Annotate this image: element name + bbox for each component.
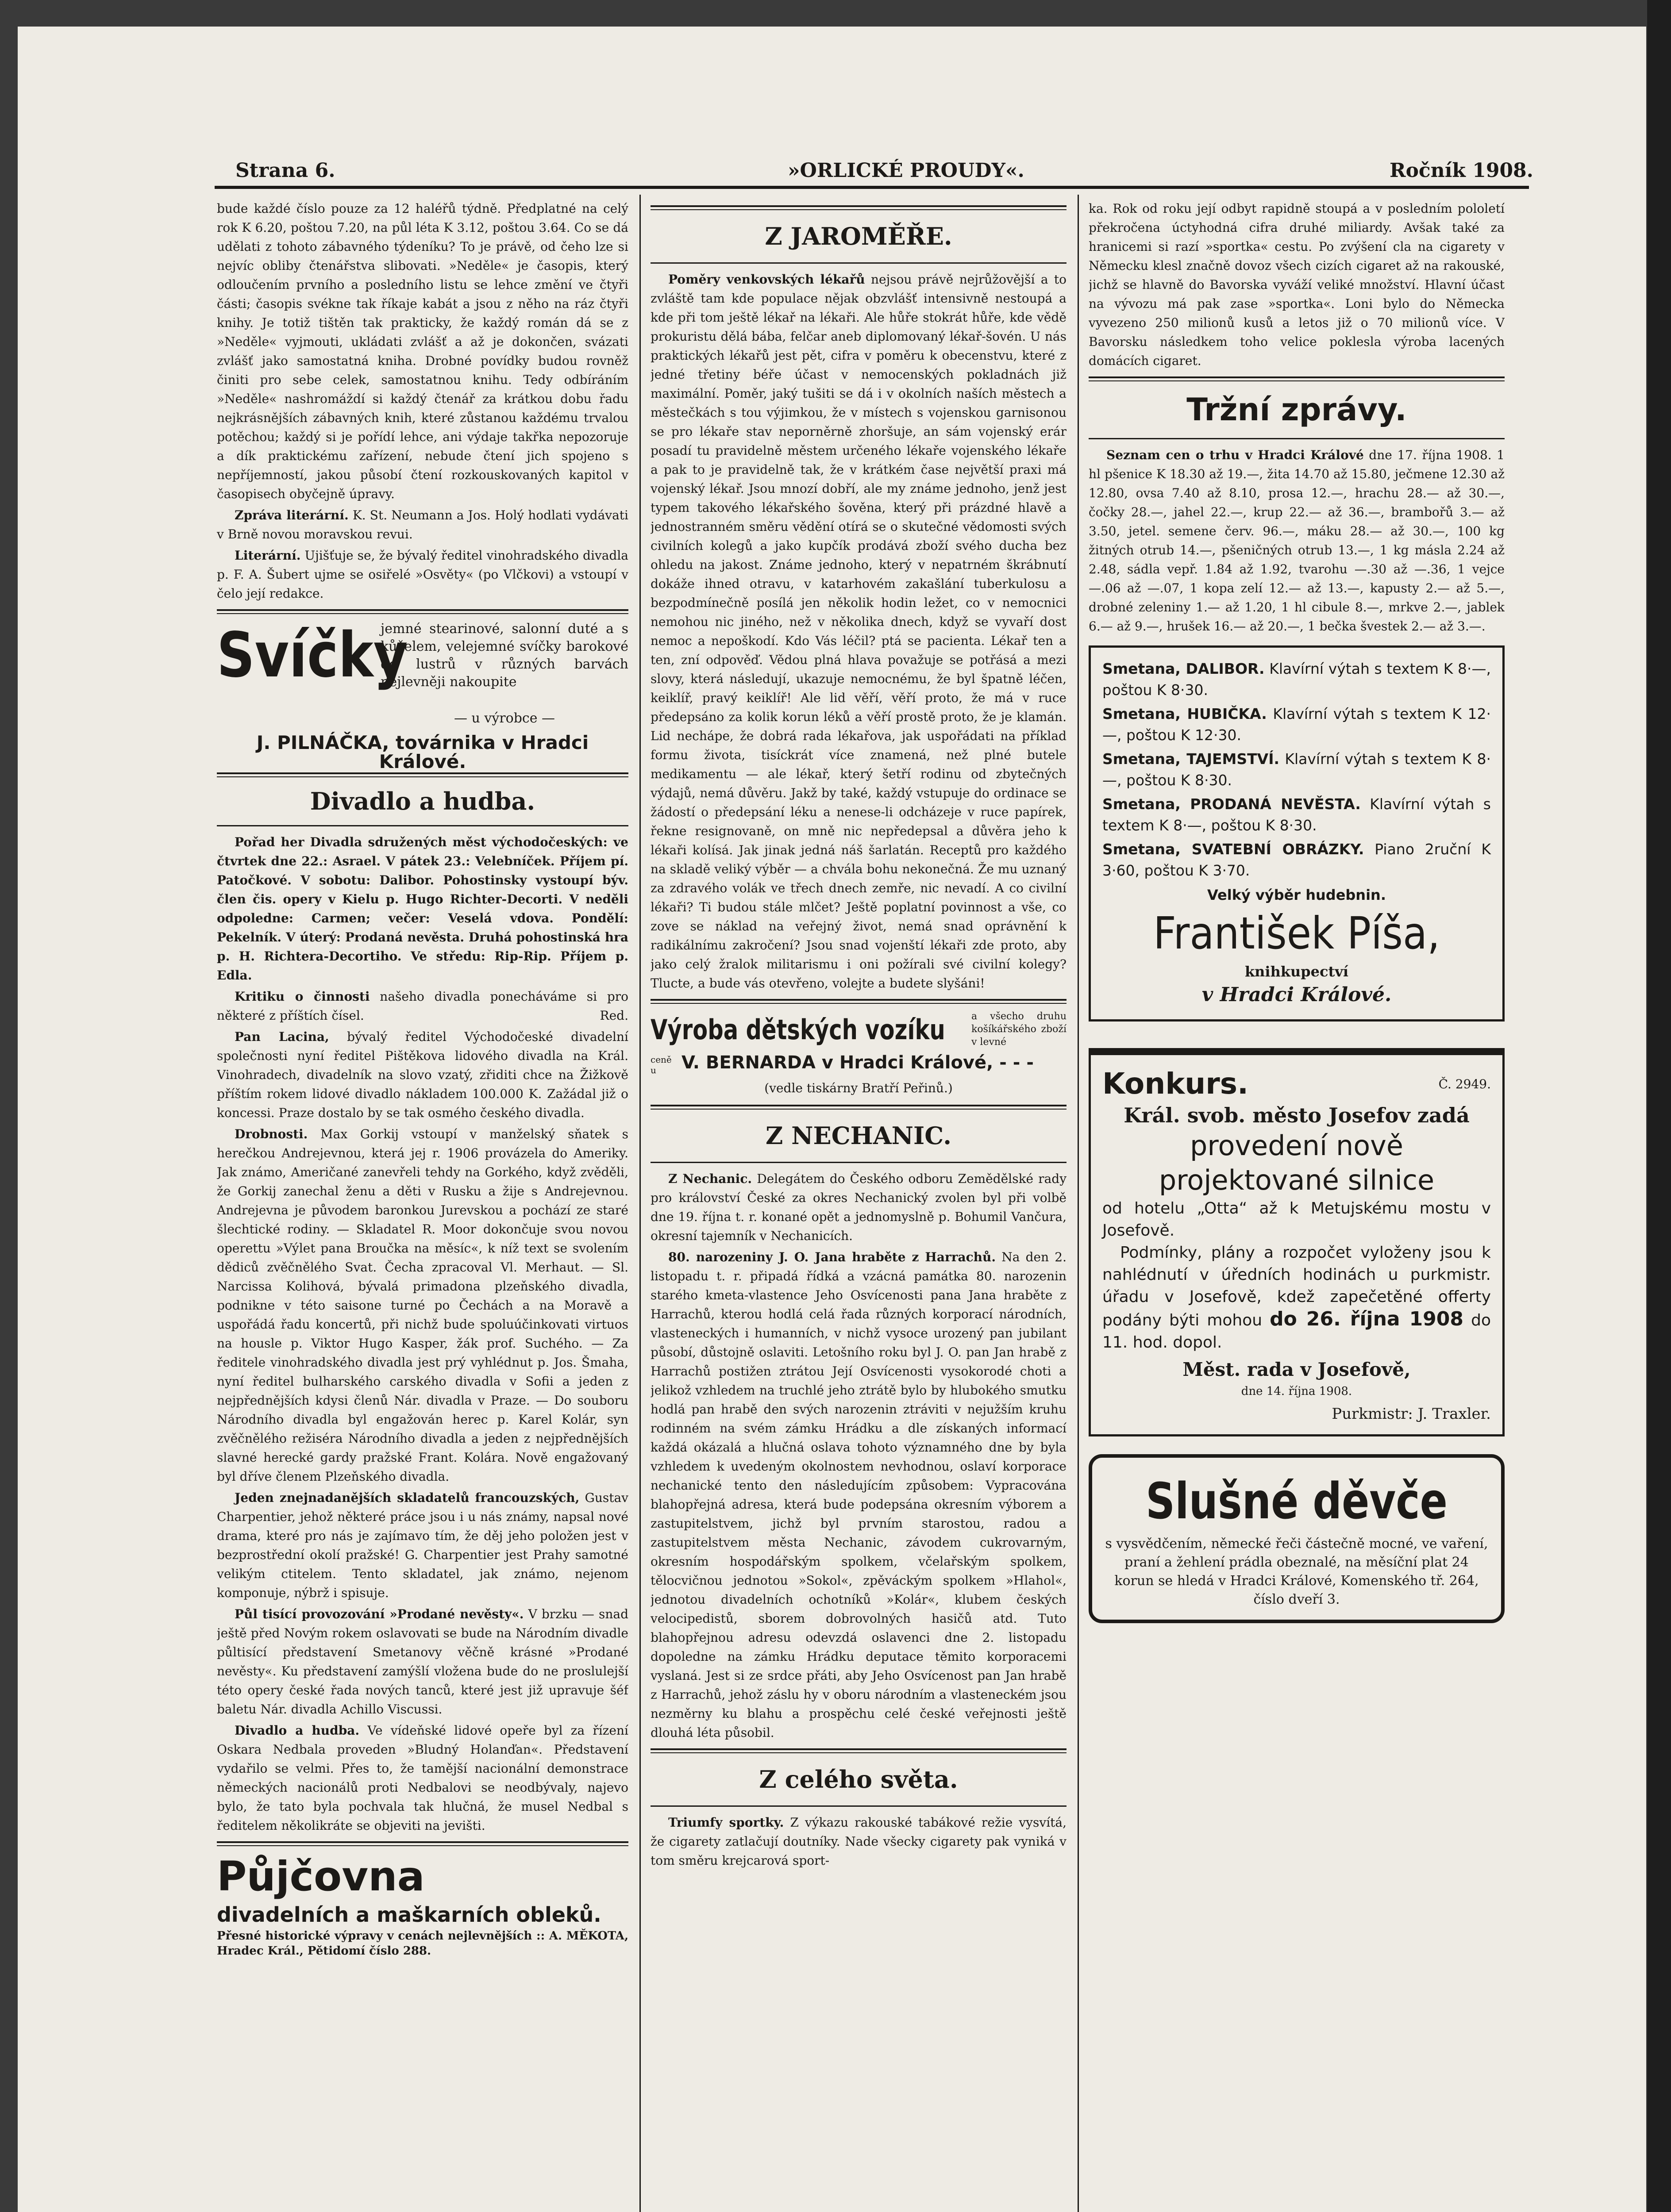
article-triumfy: Triumfy sportky. Z výkazu rakouské tabákové režie vysvítá, že cigarety zatlačují doutníky. Nade všecky cigarety pak vyniká v tom směru krejcarová sport- — [651, 1815, 1067, 1868]
divider — [217, 609, 628, 614]
article-trzni: Seznam cen o trhu v Hradci Králové dne 17. října 1908. 1 hl pšenice K 18.30 až 19.—, žita 14.70 až 15.80, ječmene 12.30 až 12.80, ovsa 7.40 až 8.10, prosa 12.—, hrachu 28.— až 30.—, čočky 28.—, jahel 22.—, krup 22.— až 36.—, brambořů 3.— až 3.50, jetel. semene červ. 96.—, máku 28.— až 30.—, 100 kg žitných otrub 14.—, pšeničných otrub 13.—, 1 kg másla 2.24 až 2.48, sádla vepř. 1.84 až 1.92, tvarohu —.30 až —.36, 1 vejce —.06 až —.07, 1 kopa zelí 12.— až 13.—, kapusty 2.— až 5.—, drobné zeleniny 1.— až 1.20, 1 hl cibule 8.—, mrkve 2.—, jablek 6.— až 9.—, hrušek 16.— až 20.—, 1 bečka švestek 2.— až 3.—. — [1089, 448, 1505, 634]
ad-pisa-role: knihkupectví — [1244, 963, 1349, 980]
ad-konkurs — [1089, 1048, 1505, 1436]
article-pomery: Poměry venkovských lékařů nejsou právě nejrůžovější a to zvláště tam kde populace nějak obzvlášť intensivně nestoupá a kde při tom ještě lékař na lékaři. Ale hůře stokrát hůře, kde vědě prokuristu dělá bába, felčar aneb diplomovaný lékař-šovén. U nás praktických lékařů jest pět, cifra v poměru k obecenstvu, které z jedné třetiny béře účast v nemocenských pokladnách již maximální. Poměr, jaký tušiti se dá i v okolních naších městech a městečkách s tou výjimkou, že v místech s vojenskou garnisonou se pro lékaře stav neporněrně zhoršuje, an sám vojenský erár posadí tu pravidelně městem určeného lékaře vojenského lékaře a pak to je pravidelně tak, že v krátkém čase největší praxi má vojenský lékař. Jsou mnozí dobří, ale my známe jednoho, jenž jest typem takového lékařského šověna, který při prázdné hlavě a jednostranném směru vědění otírá se o skutečné vědomosti svých civilních kolegů a jako kupčík prodává zboží svého ducha bez ohledu na jakost. Známe jednoho, který v nepatrném škrábnutí dokáže ihned otravu, v katarhovém zakašlání tuberkulosu a bezpodmínečně posílá jen několik hodin ležet, co v nemocnici nemohou nic jiného, než v několika dnech, když se vyvaří dost nemoc a nepoškodí. Kdo Vás léčil? ptá se pacienta. Lékař ten a ten, zní odpověď. Vědou plná hlava považuje se potřásá a mezi slovy, která následují, ukazuje nemocnému, že byl špatně léčen, keiklíř, pravý keiklíř! Ale lid věří, věří proto, že má v ruce předepsáno za kolik korun léků a věří prostě proto, že je klamán. Lid nechápe, že dobrá rada lékařova, jak uspořádati na příklad formu života, tisíckrát více znamená, než plné butele medikamentu — ale lékař, který šetří rodinu od zbytečných výdajů, nemá důvěru. Jakž by také, každý vstupuje do ordinace se žádostí o předepsání léku a nenese-li odcházeje v ruce papírek, řekne resignovaně, on mně nic nepředepsal a důvěra jeho k lékaři kolísá. Jak jinak jedná náš šarlatán. Receptů pro každého na skladě veliký výběr — a chvála bohu nekonečná. Že mu uznaný za zdravého volák ve třech dnech zemře, nic nevadí. A co civilní lékaři? Ti budou stále mlčet? Ještě poplatní povinnost a vše, co zove se náklad na veřejný život, nemá snad oprávnění k radikálnímu zakročení? Jsou snad vojenští lékaři zde proto, aby jako celý žralok militarismu i oni požírali své civilní kolegy? Tlucte, a bude vás otevřeno, volejte a budete slyšáni! — [651, 272, 1067, 991]
header-rule — [215, 186, 1529, 189]
article-kritiku: Kritiku o činnosti našeho divadla ponecháváme si pro některé z příštích čísel. Red. — [217, 989, 628, 1023]
divider — [651, 1805, 1067, 1807]
newspaper-title: »ORLICKÉ PROUDY«. — [788, 159, 1024, 182]
newspaper-page — [18, 27, 1646, 2212]
divider — [1089, 438, 1505, 439]
smetana-item: Smetana, SVATEBNÍ OBRÁZKY. Piano 2ruční K 3·60, poštou K 3·70. — [1102, 841, 1491, 879]
column-rule — [639, 195, 641, 2212]
article-nedbal: Divadlo a hudba. Ve vídeňské lidové opeře byl za řízení Oskara Nedbala proveden »Bludný Holanďan«. Představení vydařilo se velmi. Přes to, že tamější nacionální demonstrace německých nacionálů proti Nedbalovi se neodbývaly, najevo bylo, že tato byla pochvala tak hlučná, že musel Nedbal s ředitelem několikráte se objeviti na jevišti. — [217, 1723, 628, 1833]
ad-pujcovna-addr: Hradec Král., Pětidomí číslo 288. — [217, 1944, 431, 1958]
ad-vozik-sub: (vedle tiskárny Bratří Peřinů.) — [764, 1081, 953, 1095]
ad-pujcovna — [217, 1852, 628, 1959]
smetana-list — [1102, 658, 1491, 881]
divider — [217, 772, 628, 777]
ad-pujcovna-line2: divadelních a maškarních obleků. — [217, 1903, 601, 1927]
ad-svicky-text: jemné stearinové, salonní duté a s kůželem, velejemné svíčky barokové do lustrů v různých barvách nejlevněji nakoupite — [381, 621, 628, 690]
ad-konkurs-text3: do 11. hod. dopol. — [1102, 1311, 1491, 1352]
ad-konkurs-purk: Purkmistr: J. Traxler. — [1332, 1405, 1491, 1423]
ad-devce-text: s vysvědčením, německé řeči částečně mocné, ve vaření, praní a žehlení prádla obeznalé, na měsíční plat 24 korun se hledá v Hradci Králové, Komenského tř. 264, číslo dveří 3. — [1105, 1536, 1488, 1607]
ad-konkurs-num: Č. 2949. — [1438, 1077, 1491, 1091]
ad-vozik-maker: V. BERNARDA v Hradci Králové, - - - — [681, 1052, 1034, 1073]
ad-devce-title: Slušné děvče — [1146, 1473, 1448, 1530]
divider — [651, 999, 1067, 1004]
column-3 — [1089, 199, 1505, 2212]
ad-konkurs-datum: dne 14. října 1908. — [1241, 1385, 1352, 1398]
ad-pujcovna-small: Přesné historické výpravy v cenách nejlevnějších :: A. MĚKOTA, — [217, 1929, 628, 1943]
ad-pisa-name: František Píša, — [1153, 907, 1440, 959]
page-edge — [1647, 0, 1671, 2212]
ad-konkurs-text2: Podmínky, plány a rozpočet vyloženy jsou k nahlédnutí v úředních hodinách u purkmistr. úřadu v Josefově, kdež zapečetěné offerty podány býti mohou — [1102, 1244, 1491, 1329]
ad-pisa-choice: Velký výběr hudebnin. — [1207, 887, 1386, 903]
section-title-nechanic: Z NECHANIC. — [765, 1121, 952, 1150]
article-prodana: Půl tisící provozování »Prodané nevěsty«. V brzku — snad ještě před Novým rokem oslavovati se bude na Národním divadle půltisící představení Smetanovy věčně krásné »Prodané nevěsty«. Ku představení zamýšlí vložena bude do ne proslulejší této opery české řada nových tanců, které jest již upravuje šéf baletu Nár. divadla Achillo Viscussi. — [217, 1607, 628, 1717]
ad-konkurs-date: do 26. října 1908 — [1270, 1308, 1464, 1330]
section-title-sveta: Z celého světa. — [759, 1765, 958, 1793]
divider — [1089, 376, 1505, 381]
volume-year: Ročník 1908. — [1390, 159, 1533, 182]
divider — [651, 1105, 1067, 1110]
article-charpentier: Jeden znejnadanějších skladatelů francouzských, Gustav Charpentier, jehož některé práce jsou i u nás známy, napsal nové drama, které pro nás je zajímavo tím, že děj jeho položen jest v bezprostřední okolí pražské! G. Charpentier jest Prahy samotné velikým ctitelem. Tento skladatel, jak známo, nejenom komponuje, nýbrž i spisuje. — [217, 1490, 628, 1600]
divider — [651, 1748, 1067, 1753]
article-harrach: 80. narozeniny J. O. Jana hraběte z Harrachů. Na den 2. listopadu t. r. připadá řídká a vzácná památka 80. narozenin starého kmeta-vlastence Jeho Osvícenosti pana Jana hraběte z Harrachů, kterou hodlá celá řada různých korporací národních, vlasteneckých i humanních, v nichž vysoce urozený pan jubilant působí, důstojně oslaviti. Letošního roku byl J. O. pan Jan hrabě z Harrachů postižen ztrátou Její Osvícenosti vysokorodé choti a jelikož vzhledem na truchlé jeho ztrátě bylo by hlubokého smutku hodlá pan hrabě den svých narozenin ztráviti v nejužším kruhu rodinném na svém zámku Hrádku a dle získaných informací každá okázalá a hlučná oslava tohoto významného dne by byla vzhledem k uvedeným okolnostem nevhodnou, oslaví korporace nechanické tento den následujícím způsobem: Vypracována blahopřejná adresa, která bude podepsána okresním výborem a zastupitelstvem, jichž byl prvním starostou, radou a zastupitelstvem města Nechanic, závodem cukrovarným, okresním hospodářským spolkem, včelařským spolkem, tělocvičnou jednotou »Sokol«, zpěváckým spolkem »Hlahol«, jednotou divadelních ochotníků »Kolár«, klubem českých velocipedistů, sborem dobrovolných hasičů atd. Tuto blahopřejnou adresu odevzdá oslavenci dne 2. listopadu dopoledne na zámku Hrádku deputace těmito korporacemi vyslaná. Jest si ze srdce přáti, aby Jeho Osvícenost pan Jan hrabě z Harrachů, jehož záslu hy v oboru národním a vlasteneckém jsou nezměrny ku blahu a prospěchu celé české veřejnosti ještě dlouhá léta působil. — [651, 1250, 1067, 1740]
article-text: bude každé číslo pouze za 12 haléřů týdně. Předplatné na celý rok K 6.20, poštou 7.20, na půl léta K 3.12, poštou 3.64. Co se dá udělati z tohoto zábavného týdeníku? To je právě, od čeho lze si nejvíc obliby čtenářstva slibovati. »Neděle« je časopis, který odloučením prvního a posledního listu se lehce změní ve čtyři části; časopis svékne tak říkaje kabát a jsou z něho na ráz čtyři knihy. Je totiž tištěn tak prakticky, že každý román dá se z »Neděle« vyjmouti, ukládati zvlášť a až je dokončen, svázati zvlášť jako samostatná kniha. Drobné povídky budou rovněž činiti pro sebe celek, samostatnou knihu. Tedy odbíráním »Neděle« nashromáždí si každý čtenář za krátkou dobu řadu nejkrásnějších zábavných knih, které zůstanou každému trvalou potěchou; každý si je pořídí lehce, ani výdaje takřka nepozoruje a dík praktickému zařízení, nebude čtení jich spojeno s nepříjemností, jakou působí čtení rozkouskovaných kapitol v časopisech obyčejně úpravy. — [217, 201, 628, 501]
ad-konkurs-big: provedení nově projektované silnice — [1159, 1129, 1435, 1196]
smetana-item: Smetana, DALIBOR. Klavírní výtah s textem K 8·—, poštou K 8·30. — [1102, 660, 1491, 699]
column-rule — [1078, 195, 1079, 2212]
section-title-jaromer: Z JAROMĚŘE. — [765, 222, 952, 250]
article-literarni: Literární. Ujišťuje se, že bývalý ředitel vinohradského divadla p. F. A. Šubert ujme se osiřelé »Osvěty« (po Vlčkovi) a vstoupí v čelo její redakce. — [217, 548, 628, 601]
ad-konkurs-text1: od hotelu „Otta“ až k Metujskému mostu v Josefově. — [1102, 1199, 1491, 1240]
smetana-item: Smetana, PRODANÁ NEVĚSTA. Klavírní výtah s textem K 8·—, poštou K 8·30. — [1102, 795, 1491, 834]
ad-vozik-cene: ceně u — [651, 1054, 672, 1075]
smetana-item: Smetana, TAJEMSTVÍ. Klavírní výtah s textem K 8·—, poštou K 8·30. — [1102, 750, 1491, 789]
ad-konkurs-rada: Měst. rada v Josefově, — [1182, 1359, 1411, 1380]
article-lacina: Pan Lacina, bývalý ředitel Východočeské divadelní společnosti nyní ředitel Pištěkova lidového divadla na Král. Vinohradech, divadelník na slovo vzatý, zřiditi chce na Žižkově příštím rokem lidové divadlo nákladem 100.000 K. Zažádal již o koncessi. Praze dostalo by se tak osmého českého divadla. — [217, 1029, 628, 1120]
divider — [651, 1162, 1067, 1163]
ad-voziky — [651, 1010, 1067, 1098]
ad-svicky — [217, 619, 628, 772]
ad-svicky-sub: — u výrobce — — [454, 710, 555, 726]
ad-vozik-side: a všecho druhu košíkářského zboží v levné — [971, 1011, 1067, 1048]
ad-pujcovna-big: Půjčovna — [217, 1853, 425, 1900]
ad-vozik-title: Výroba dětských vozíku — [651, 1014, 945, 1046]
article-nechanic: Z Nechanic. Delegátem do Českého odboru Zemědělské rady pro království České za okres Nechanický zvolen byl při volbě dne 19. října t. r. konané opět a jednomyslně p. Bohumil Vančura, okresní tajemník v Nechanicích. — [651, 1171, 1067, 1243]
page-number: Strana 6. — [235, 159, 335, 182]
ad-konkurs-title: Konkurs. — [1102, 1067, 1249, 1101]
divider — [217, 825, 628, 826]
ad-svicky-big: Svíčky — [217, 619, 408, 691]
article-zprava: Zpráva literární. K. St. Neumann a Jos. Holý hodlati vydávati v Brně novou moravskou revui. — [217, 508, 628, 541]
section-title-divadlo: Divadlo a hudba. — [310, 787, 535, 815]
ad-devce — [1089, 1454, 1505, 1623]
column-1 — [217, 199, 628, 2212]
article-sportka-cont: ka. Rok od roku její odbyt rapidně stoupá a v posledním pololetí překročena úctyhodná cifra druhé miliardy. Avšak také za hranicemi si razí »sportka« cestu. Po zvýšení cla na cigarety v Německu klesl značně dovoz všech cizích cigaret až na rakouské, jichž se hlavně do Bavorska vyváží veliké množství. Hlavní účast na vývozu má pak zase »sportka«. Loni bylo do Německa vyvezeno 250 milionů kusů a letos již o 70 milionů více. V Bavorsku následkem toho velice poklesla výroba lacených domácích cigaret. — [1089, 201, 1505, 368]
article-drobnosti: Drobnosti. Max Gorkij vstoupí v manželský sňatek s herečkou Andrejevnou, která jej r. 1906 provázela do Ameriky. Jak známo, Američané zanevřeli tehdy na Gorkého, když zvěděli, že Gorkij zanechal ženu a děti v Rusku a žije s Andrejevnou. Andrejevna je původem baronkou Jurevskou a pochází ze staré šlechtické rodiny. — Skladatel R. Moor dokončuje svou novou operettu »Výlet pana Broučka na měsíc«, k níž text se svolením dědiců zvěčnělého Svat. Čecha zpracoval Vl. Merhaut. — Sl. Narcissa Kolihová, bývalá primadona plzeňského divadla, podnikne v této saisone turné po Čechách a na Moravě a uspořádá řadu koncertů, při nichž bude spoluúčinkovati virtuos na housle p. Viktor Hugo Kasper, žák prof. Suchého. — Za ředitele vinohradského divadla jest prý vyhlédnut p. Jos. Šmaha, nyní ředitel bulharského carského divadla v Sofii a jeden z nejpřednějších kdysi členů Nár. divadla v Praze. — Do souboru Národního divadla byl engažován herec p. Karel Kolár, syn zvěčnělého režiséra Národního divadla a jeden z nejpřednějších slavné herecké gardy pražské Frant. Kolára. Nově engažovaný byl dříve členem Plzeňského divadla. — [217, 1127, 628, 1484]
section-title-trzni: Tržní zprávy. — [1186, 392, 1407, 428]
divider — [651, 205, 1067, 210]
ad-pisa — [1089, 645, 1505, 1022]
ad-pisa-city: v Hradci Králové. — [1201, 983, 1392, 1006]
divider — [217, 1841, 628, 1846]
ad-svicky-maker: J. PILNÁČKA, továrnika v Hradci Králové. — [256, 732, 589, 772]
column-2 — [651, 199, 1067, 2212]
divider — [651, 262, 1067, 264]
ad-konkurs-line1: Král. svob. město Josefov zadá — [1124, 1103, 1470, 1127]
smetana-item: Smetana, HUBIČKA. Klavírní výtah s textem K 12·—, poštou K 12·30. — [1102, 705, 1491, 744]
article-porad: Pořad her Divadla sdružených měst východočeských: ve čtvrtek dne 22.: Asrael. V pátek 23.: Velebníček. Příjem pí. Patočkové. V sobotu: Dalibor. Pohostinsky vystoupí býv. člen čis. opery v Kielu p. Hugo Richter-Decorti. V neděli odpoledne: Carmen; večer: Veselá vdova. Pondělí: Pekelník. V úterý: Prodaná nevěsta. Druhá pohostinská hra p. H. Richtera-Decortiho. Ve středu: Rip-Rip. Příjem p. Edla. — [217, 835, 628, 983]
